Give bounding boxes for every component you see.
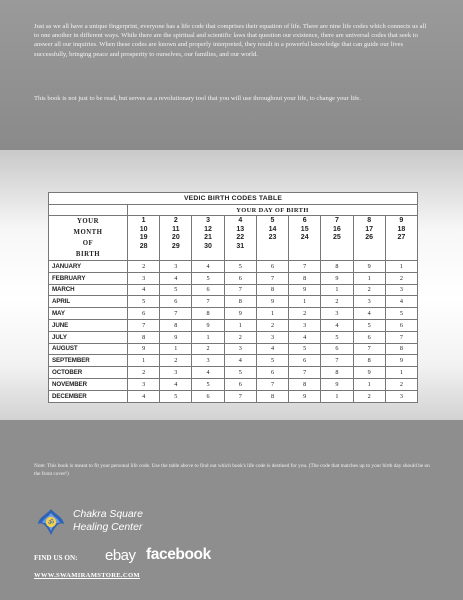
code-cell: 5 <box>128 296 160 308</box>
code-cell: 6 <box>353 331 385 343</box>
code-cell: 7 <box>321 355 353 367</box>
code-cell: 9 <box>385 355 417 367</box>
day-header-row <box>49 216 418 261</box>
code-cell: 2 <box>160 355 192 367</box>
table-row <box>49 378 418 390</box>
code-cell: 5 <box>160 284 192 296</box>
intro-paragraph-2: This book is not just to be read, but serves as a revolutionary tool that you will use throughout your life, to change your life. <box>34 94 361 102</box>
code-cell: 1 <box>192 331 224 343</box>
day-column-header: 8 17 26 <box>353 216 385 261</box>
code-cell: 3 <box>256 331 288 343</box>
code-cell: 2 <box>385 378 417 390</box>
code-cell: 7 <box>289 261 321 273</box>
code-cell: 7 <box>256 272 288 284</box>
code-cell: 3 <box>385 284 417 296</box>
code-cell: 3 <box>289 319 321 331</box>
code-cell: 1 <box>385 261 417 273</box>
code-cell: 8 <box>192 308 224 320</box>
code-cell: 5 <box>192 272 224 284</box>
facebook-link[interactable]: facebook <box>146 546 211 563</box>
code-cell: 7 <box>160 308 192 320</box>
code-cell: 5 <box>192 378 224 390</box>
month-cell: JUNE <box>49 319 128 331</box>
code-cell: 2 <box>385 272 417 284</box>
vedic-birth-codes-table <box>48 192 418 403</box>
code-cell: 1 <box>224 319 256 331</box>
table-row <box>49 308 418 320</box>
code-cell: 6 <box>192 284 224 296</box>
month-cell: SEPTEMBER <box>49 355 128 367</box>
month-of-birth-label: YOUR MONTH OF BIRTH <box>49 216 128 261</box>
code-cell: 4 <box>128 284 160 296</box>
ebay-link[interactable]: ebay <box>105 547 136 564</box>
code-cell: 4 <box>160 272 192 284</box>
code-cell: 9 <box>224 308 256 320</box>
code-cell: 3 <box>128 272 160 284</box>
code-cell: 3 <box>128 378 160 390</box>
code-cell: 4 <box>224 355 256 367</box>
code-cell: 8 <box>321 367 353 379</box>
month-cell: MARCH <box>49 284 128 296</box>
code-cell: 5 <box>385 308 417 320</box>
code-cell: 1 <box>385 367 417 379</box>
month-cell: JANUARY <box>49 261 128 273</box>
code-cell: 3 <box>353 296 385 308</box>
code-cell: 4 <box>192 367 224 379</box>
table-row <box>49 296 418 308</box>
table-row <box>49 261 418 273</box>
month-cell: APRIL <box>49 296 128 308</box>
code-cell: 8 <box>385 343 417 355</box>
day-column-header: 3 12 21 30 <box>192 216 224 261</box>
code-cell: 2 <box>353 284 385 296</box>
code-cell: 1 <box>321 390 353 402</box>
code-cell: 4 <box>353 308 385 320</box>
code-cell: 4 <box>160 378 192 390</box>
code-cell: 8 <box>289 272 321 284</box>
month-cell: NOVEMBER <box>49 378 128 390</box>
code-cell: 5 <box>224 261 256 273</box>
month-cell: DECEMBER <box>49 390 128 402</box>
code-cell: 4 <box>128 390 160 402</box>
code-cell: 2 <box>289 308 321 320</box>
website-link[interactable]: WWW.SWAMIRAMSTORE.COM <box>34 572 140 579</box>
code-cell: 8 <box>353 355 385 367</box>
code-cell: 2 <box>256 319 288 331</box>
code-cell: 7 <box>128 319 160 331</box>
code-cell: 6 <box>256 261 288 273</box>
table-row <box>49 319 418 331</box>
code-cell: 7 <box>224 390 256 402</box>
day-column-header: 6 15 24 <box>289 216 321 261</box>
code-cell: 9 <box>160 331 192 343</box>
code-cell: 9 <box>192 319 224 331</box>
code-cell: 8 <box>128 331 160 343</box>
code-cell: 2 <box>128 367 160 379</box>
code-cell: 9 <box>289 284 321 296</box>
code-cell: 4 <box>321 319 353 331</box>
code-cell: 9 <box>353 261 385 273</box>
code-cell: 1 <box>353 272 385 284</box>
find-us-label: FIND US ON: <box>34 554 78 562</box>
code-cell: 4 <box>289 331 321 343</box>
code-cell: 8 <box>160 319 192 331</box>
table-row <box>49 284 418 296</box>
table-corner-spacer <box>49 205 128 216</box>
day-column-header: 7 16 25 <box>321 216 353 261</box>
code-cell: 2 <box>192 343 224 355</box>
code-cell: 3 <box>160 261 192 273</box>
table-row <box>49 367 418 379</box>
om-lotus-icon <box>36 507 66 537</box>
month-cell: MAY <box>49 308 128 320</box>
code-cell: 6 <box>224 378 256 390</box>
code-cell: 7 <box>192 296 224 308</box>
code-cell: 6 <box>385 319 417 331</box>
intro-paragraph-1: Just as we all have a unique fingerprint, everyone has a life code that comprises their equation of life. There are nine life codes which connects us all to one another in different ways. While there are the spiritual and scientific laws that question our existence, there are universal codes that seek to answer all our inquiries. When these codes are known and properly interpreted, they result in a powerful knowledge that can guide our lives successfully, bringing peace and prosperity to ourselves, our families, and our world. <box>34 22 427 58</box>
day-column-header: 9 18 27 <box>385 216 417 261</box>
day-column-header: 5 14 23 <box>256 216 288 261</box>
code-cell: 9 <box>128 343 160 355</box>
intro-section <box>0 0 463 150</box>
code-cell: 6 <box>256 367 288 379</box>
month-cell: AUGUST <box>49 343 128 355</box>
table-row <box>49 390 418 402</box>
code-cell: 9 <box>256 296 288 308</box>
code-cell: 8 <box>224 296 256 308</box>
day-column-header: 2 11 20 29 <box>160 216 192 261</box>
code-cell: 5 <box>256 355 288 367</box>
table-row <box>49 355 418 367</box>
code-cell: 7 <box>353 343 385 355</box>
code-cell: 1 <box>321 284 353 296</box>
day-column-header: 4 13 22 31 <box>224 216 256 261</box>
code-cell: 6 <box>289 355 321 367</box>
code-cell: 9 <box>321 378 353 390</box>
code-cell: 6 <box>160 296 192 308</box>
code-cell: 5 <box>160 390 192 402</box>
code-cell: 4 <box>385 296 417 308</box>
code-cell: 5 <box>321 331 353 343</box>
code-cell: 7 <box>224 284 256 296</box>
day-column-header: 1 10 19 28 <box>128 216 160 261</box>
code-cell: 6 <box>224 272 256 284</box>
chakra-square-logo <box>36 505 156 541</box>
table-row <box>49 331 418 343</box>
code-cell: 8 <box>256 284 288 296</box>
day-of-birth-header: YOUR DAY OF BIRTH <box>128 205 418 216</box>
code-cell: 3 <box>160 367 192 379</box>
footer-note: Note: This book is meant to fit your personal life code. Use the table above to find out which book's life code is destined for you. (The code that matches up to your birth day should be on the front cover!) <box>34 463 430 477</box>
code-cell: 8 <box>321 261 353 273</box>
code-cell: 8 <box>256 390 288 402</box>
code-cell: 1 <box>128 355 160 367</box>
code-cell: 3 <box>192 355 224 367</box>
code-cell: 5 <box>353 319 385 331</box>
code-cell: 2 <box>353 390 385 402</box>
code-cell: 9 <box>353 367 385 379</box>
code-cell: 3 <box>385 390 417 402</box>
logo-line-2: Healing Center <box>73 522 143 533</box>
code-cell: 5 <box>289 343 321 355</box>
code-cell: 1 <box>160 343 192 355</box>
code-cell: 7 <box>385 331 417 343</box>
code-cell: 4 <box>192 261 224 273</box>
code-cell: 8 <box>289 378 321 390</box>
svg-text:ॐ: ॐ <box>47 518 55 527</box>
code-cell: 5 <box>224 367 256 379</box>
code-cell: 1 <box>353 378 385 390</box>
code-cell: 4 <box>256 343 288 355</box>
code-cell: 2 <box>224 331 256 343</box>
code-cell: 9 <box>321 272 353 284</box>
code-cell: 2 <box>128 261 160 273</box>
table-row <box>49 272 418 284</box>
code-cell: 3 <box>224 343 256 355</box>
code-cell: 7 <box>256 378 288 390</box>
month-cell: OCTOBER <box>49 367 128 379</box>
code-cell: 6 <box>321 343 353 355</box>
month-cell: JULY <box>49 331 128 343</box>
code-cell: 1 <box>256 308 288 320</box>
code-cell: 6 <box>192 390 224 402</box>
code-cell: 3 <box>321 308 353 320</box>
code-cell: 2 <box>321 296 353 308</box>
code-cell: 7 <box>289 367 321 379</box>
table-row <box>49 343 418 355</box>
table-title: VEDIC BIRTH CODES TABLE <box>49 193 418 205</box>
month-cell: FEBRUARY <box>49 272 128 284</box>
code-cell: 6 <box>128 308 160 320</box>
logo-line-1: Chakra Square <box>73 509 143 520</box>
code-cell: 9 <box>289 390 321 402</box>
code-cell: 1 <box>289 296 321 308</box>
